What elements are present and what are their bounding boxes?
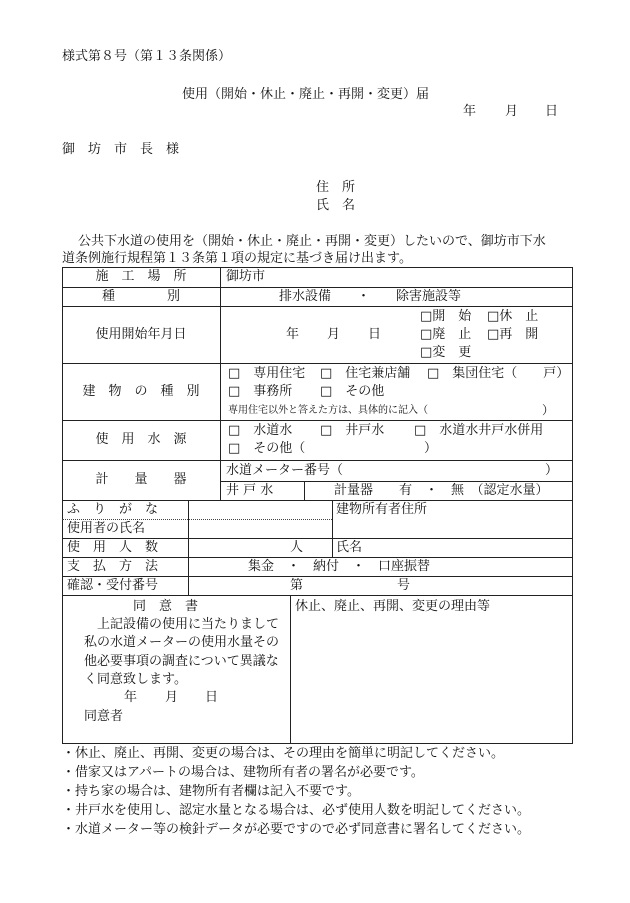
building-other-checkbox[interactable]: □ その他 [320, 384, 385, 399]
meter-number-label: 水道メーター番号（ [226, 463, 344, 478]
building-note: 専用住宅以外と答えた方は、具体的に記入（ [228, 405, 428, 416]
addressee: 御 坊 市 長 様 [62, 142, 180, 157]
payment-label: 支 払 方 法 [67, 559, 159, 574]
consent-day: 日 [205, 690, 219, 705]
start-year: 年 [286, 327, 300, 342]
building-office-checkbox[interactable]: □ 事務所 [228, 384, 293, 399]
consent-title: 同 意 書 [133, 599, 199, 614]
users-unit: 人 [290, 540, 304, 555]
date-day-label: 日 [545, 104, 559, 119]
consent-line-1: 上記設備の使用に当たりまして [97, 617, 280, 632]
note-5: ・水道メーター等の検針データが必要ですので必ず同意書に署名してください。 [62, 822, 531, 837]
owner-name-label: 氏名 [336, 540, 363, 555]
consent-line-3: 他必要事項の調査について異議な [84, 654, 279, 669]
water-tap-checkbox[interactable]: □ 水道水 [228, 423, 293, 438]
address-label: 住 所 [316, 180, 356, 195]
building-collective-checkbox[interactable]: □ 集団住宅（ 戸） [427, 366, 570, 381]
form-id: 様式第８号（第１３条関係） [62, 49, 232, 64]
water-other-checkbox[interactable]: □ その他（ [228, 441, 306, 456]
meter-label: 計 量 器 [95, 472, 187, 487]
well-water-label: 井 戸 水 [226, 483, 274, 498]
status-abolish-checkbox[interactable]: □廃 止 [420, 327, 472, 342]
water-source-label: 使 用 水 源 [95, 432, 187, 447]
status-change-checkbox[interactable]: □変 更 [420, 345, 472, 360]
consent-line-4: く同意致します。 [84, 672, 187, 687]
status-start-checkbox[interactable]: □開 始 [420, 309, 472, 324]
reason-label: 休止、廃止、再開、変更の理由等 [295, 599, 491, 614]
receipt-go: 号 [397, 578, 411, 593]
start-month: 月 [327, 327, 341, 342]
building-note-close: ） [542, 403, 555, 417]
name-label: 氏 名 [316, 198, 356, 213]
meter-presence: 計量器 有 ・ 無 （認定水量） [334, 483, 549, 498]
type-options: 排水設備 ・ 除害施設等 [279, 289, 462, 304]
type-label: 種 別 [101, 289, 180, 304]
note-1: ・休止、廃止、再開、変更の場合は、その理由を簡単に明記してください。 [62, 746, 505, 761]
payment-options: 集金 ・ 納付 ・ 口座振替 [248, 559, 431, 574]
status-resume-checkbox[interactable]: □再 開 [487, 327, 539, 342]
receipt-dai: 第 [290, 578, 304, 593]
water-both-checkbox[interactable]: □ 水道水井戸水併用 [414, 423, 544, 438]
consent-signer: 同意者 [84, 709, 124, 724]
meter-number-close: ） [545, 463, 559, 478]
date-month-label: 月 [505, 104, 519, 119]
building-private-checkbox[interactable]: □ 専用住宅 [228, 366, 306, 381]
date-year-label: 年 [463, 104, 477, 119]
user-name-label: 使用者の氏名 [67, 521, 146, 536]
consent-year: 年 [124, 690, 138, 705]
consent-line-2: 私の水道メーターの使用水量その [84, 635, 280, 650]
intro-line-2: 道条例施行規程第１３条第１項の規定に基づき届け出ます。 [62, 251, 412, 266]
start-day: 日 [368, 327, 382, 342]
note-2: ・借家又はアパートの場合は、建物所有者の署名が必要です。 [62, 765, 424, 780]
users-count-label: 使 用 人 数 [67, 540, 159, 555]
water-other-close: ） [424, 441, 438, 456]
start-date-label: 使用開始年月日 [95, 327, 187, 342]
consent-month: 月 [165, 690, 179, 705]
receipt-label: 確認・受付番号 [67, 578, 159, 593]
site-label: 施 工 場 所 [95, 269, 187, 284]
building-shop-checkbox[interactable]: □ 住宅兼店舗 [320, 366, 411, 381]
building-type-label: 建 物 の 種 別 [82, 384, 200, 399]
site-value: 御坊市 [226, 269, 266, 284]
intro-line-1: 公共下水道の使用を（開始・休止・廃止・再開・変更）したいので、御坊市下水 [78, 234, 546, 249]
status-pause-checkbox[interactable]: □休 止 [487, 309, 539, 324]
note-3: ・持ち家の場合は、建物所有者欄は記入不要です。 [62, 784, 360, 799]
furigana-label: ふ り が な [67, 502, 159, 517]
note-4: ・井戸水を使用し、認定水量となる場合は、必ず使用人数を明記してください。 [62, 803, 531, 818]
owner-address-label: 建物所有者住所 [336, 502, 428, 517]
water-well-checkbox[interactable]: □ 井戸水 [320, 423, 385, 438]
form-title: 使用（開始・休止・廃止・再開・変更）届 [182, 87, 430, 102]
